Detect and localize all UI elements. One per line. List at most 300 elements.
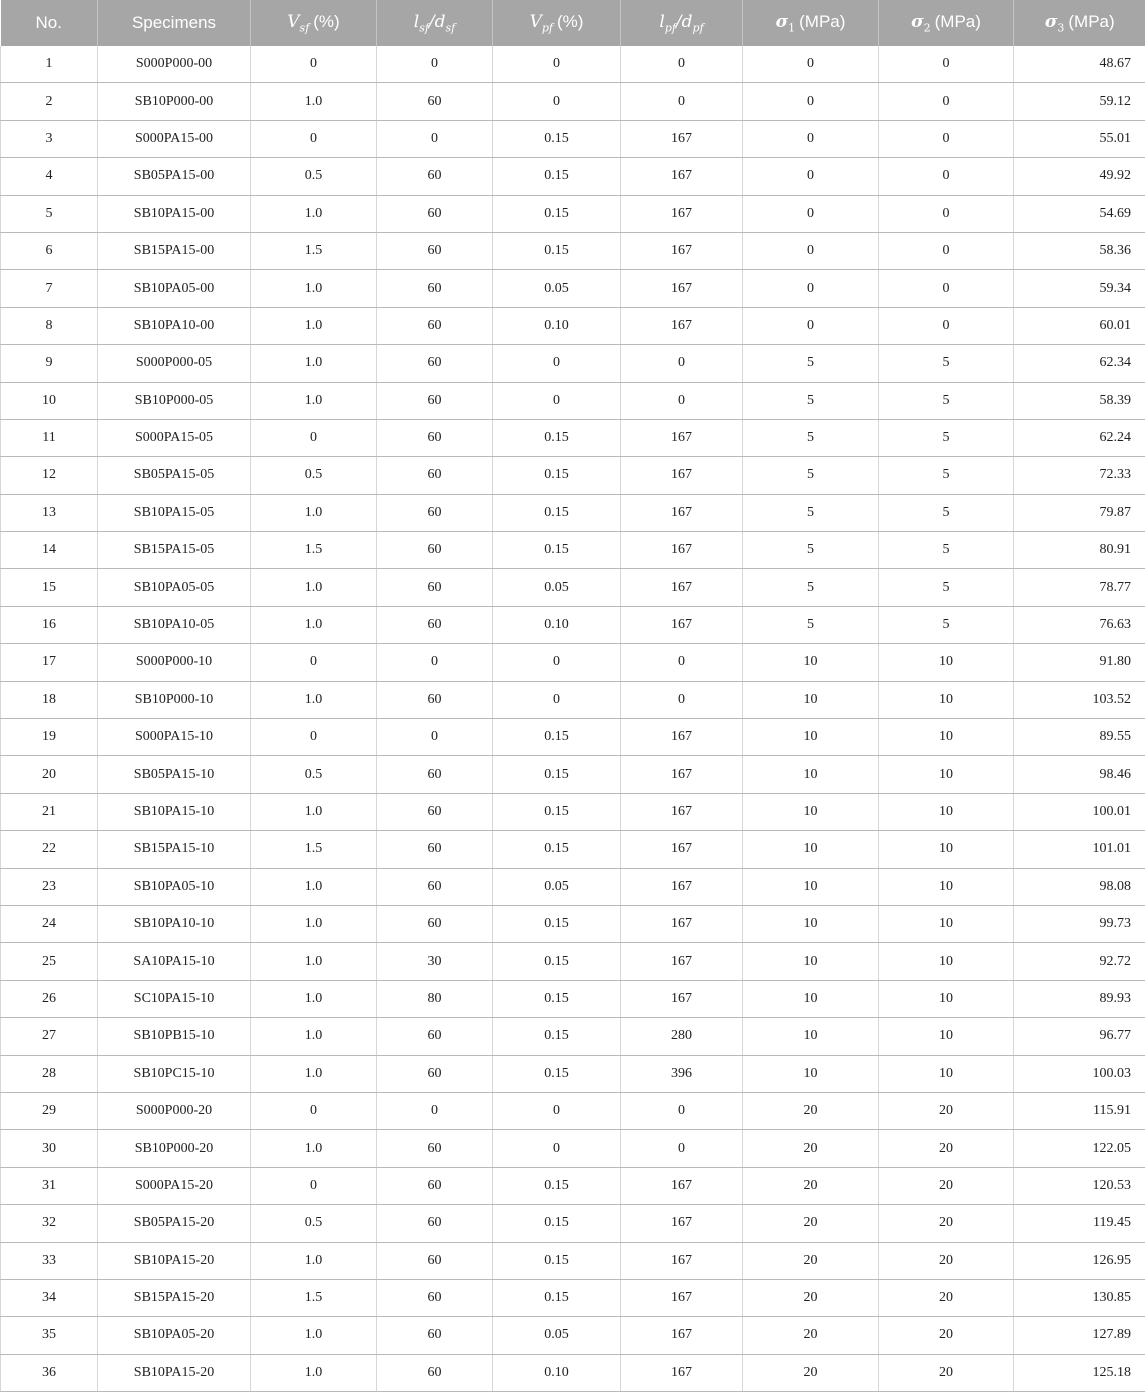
cell-vsf: 0.5 xyxy=(251,457,377,494)
cell-vpf: 0.15 xyxy=(493,719,621,756)
cell-sigma2: 0 xyxy=(879,46,1014,83)
cell-sigma1: 20 xyxy=(743,1205,879,1242)
cell-sigma1: 0 xyxy=(743,270,879,307)
cell-vsf: 1.5 xyxy=(251,532,377,569)
cell-specimen: SB10PC15-10 xyxy=(98,1055,251,1092)
cell-specimen: SB10PA05-05 xyxy=(98,569,251,606)
table-row xyxy=(1,232,1145,269)
cell-sigma3: 62.24 xyxy=(1014,419,1145,456)
cell-sigma3: 49.92 xyxy=(1014,158,1145,195)
cell-sigma2: 10 xyxy=(879,681,1014,718)
cell-lsf-dsf: 60 xyxy=(377,606,493,643)
cell-specimen: S000P000-00 xyxy=(98,46,251,83)
cell-specimen: SB10PA10-00 xyxy=(98,307,251,344)
cell-specimen: SB10PA10-05 xyxy=(98,606,251,643)
header-vpf: $V_{pf}$ (%) xyxy=(493,0,621,46)
cell-vsf: 1.0 xyxy=(251,1018,377,1055)
table-row xyxy=(1,345,1145,382)
cell-lsf-dsf: 60 xyxy=(377,681,493,718)
cell-vpf: 0 xyxy=(493,1092,621,1129)
cell-no: 29 xyxy=(1,1092,98,1129)
cell-lpf-dpf: 167 xyxy=(621,831,743,868)
cell-vpf: 0.15 xyxy=(493,1242,621,1279)
cell-sigma1: 10 xyxy=(743,943,879,980)
cell-vsf: 1.5 xyxy=(251,831,377,868)
cell-sigma1: 10 xyxy=(743,644,879,681)
cell-sigma2: 20 xyxy=(879,1242,1014,1279)
cell-specimen: S000PA15-10 xyxy=(98,719,251,756)
cell-sigma2: 10 xyxy=(879,644,1014,681)
cell-lsf-dsf: 0 xyxy=(377,120,493,157)
cell-specimen: SB10PB15-10 xyxy=(98,1018,251,1055)
cell-no: 10 xyxy=(1,382,98,419)
cell-vpf: 0.15 xyxy=(493,232,621,269)
table-row xyxy=(1,494,1145,531)
cell-sigma3: 79.87 xyxy=(1014,494,1145,531)
cell-lsf-dsf: 60 xyxy=(377,569,493,606)
cell-sigma3: 91.80 xyxy=(1014,644,1145,681)
cell-vsf: 1.0 xyxy=(251,83,377,120)
table-header xyxy=(1,0,1145,46)
header-specimens: Specimens xyxy=(98,0,251,46)
cell-lsf-dsf: 60 xyxy=(377,1279,493,1316)
cell-vsf: 1.5 xyxy=(251,1279,377,1316)
cell-vpf: 0.15 xyxy=(493,905,621,942)
cell-lpf-dpf: 167 xyxy=(621,532,743,569)
cell-sigma1: 10 xyxy=(743,1018,879,1055)
cell-sigma3: 100.03 xyxy=(1014,1055,1145,1092)
cell-sigma3: 126.95 xyxy=(1014,1242,1145,1279)
cell-sigma1: 10 xyxy=(743,868,879,905)
cell-no: 18 xyxy=(1,681,98,718)
cell-sigma1: 10 xyxy=(743,756,879,793)
cell-sigma2: 5 xyxy=(879,345,1014,382)
cell-sigma3: 55.01 xyxy=(1014,120,1145,157)
cell-sigma2: 10 xyxy=(879,905,1014,942)
cell-sigma2: 5 xyxy=(879,606,1014,643)
cell-vpf: 0 xyxy=(493,1130,621,1167)
cell-no: 19 xyxy=(1,719,98,756)
cell-sigma1: 5 xyxy=(743,569,879,606)
cell-lpf-dpf: 396 xyxy=(621,1055,743,1092)
cell-lpf-dpf: 0 xyxy=(621,345,743,382)
cell-sigma2: 10 xyxy=(879,868,1014,905)
cell-sigma1: 20 xyxy=(743,1092,879,1129)
cell-vpf: 0.15 xyxy=(493,195,621,232)
cell-sigma2: 10 xyxy=(879,756,1014,793)
table-row xyxy=(1,980,1145,1017)
cell-lpf-dpf: 167 xyxy=(621,793,743,830)
cell-vsf: 1.0 xyxy=(251,1317,377,1354)
cell-vpf: 0.15 xyxy=(493,943,621,980)
cell-sigma1: 20 xyxy=(743,1354,879,1391)
cell-specimen: SB10PA15-05 xyxy=(98,494,251,531)
cell-specimen: SB10P000-00 xyxy=(98,83,251,120)
cell-no: 12 xyxy=(1,457,98,494)
cell-sigma3: 54.69 xyxy=(1014,195,1145,232)
cell-lpf-dpf: 167 xyxy=(621,457,743,494)
cell-sigma2: 10 xyxy=(879,980,1014,1017)
cell-sigma2: 0 xyxy=(879,195,1014,232)
cell-sigma3: 58.36 xyxy=(1014,232,1145,269)
cell-sigma3: 122.05 xyxy=(1014,1130,1145,1167)
cell-no: 14 xyxy=(1,532,98,569)
cell-sigma3: 58.39 xyxy=(1014,382,1145,419)
cell-lpf-dpf: 167 xyxy=(621,719,743,756)
cell-lpf-dpf: 0 xyxy=(621,382,743,419)
cell-vsf: 1.0 xyxy=(251,307,377,344)
cell-lsf-dsf: 60 xyxy=(377,793,493,830)
cell-sigma1: 5 xyxy=(743,457,879,494)
header-sigma3: $\sigma_3$ (MPa) xyxy=(1014,0,1145,46)
table-row xyxy=(1,1130,1145,1167)
cell-sigma2: 10 xyxy=(879,831,1014,868)
cell-no: 28 xyxy=(1,1055,98,1092)
cell-no: 31 xyxy=(1,1167,98,1204)
header-no: No. xyxy=(1,0,98,46)
cell-lsf-dsf: 60 xyxy=(377,1205,493,1242)
cell-vpf: 0.10 xyxy=(493,606,621,643)
cell-sigma1: 0 xyxy=(743,46,879,83)
cell-sigma3: 89.55 xyxy=(1014,719,1145,756)
cell-vsf: 0 xyxy=(251,1092,377,1129)
cell-vpf: 0.15 xyxy=(493,980,621,1017)
cell-specimen: S000PA15-00 xyxy=(98,120,251,157)
cell-vpf: 0 xyxy=(493,345,621,382)
cell-lsf-dsf: 60 xyxy=(377,382,493,419)
cell-no: 15 xyxy=(1,569,98,606)
cell-sigma2: 20 xyxy=(879,1205,1014,1242)
table-row xyxy=(1,756,1145,793)
cell-sigma1: 5 xyxy=(743,606,879,643)
cell-specimen: SB15PA15-05 xyxy=(98,532,251,569)
cell-sigma1: 20 xyxy=(743,1317,879,1354)
cell-vsf: 0.5 xyxy=(251,158,377,195)
cell-vsf: 1.0 xyxy=(251,1242,377,1279)
cell-lsf-dsf: 60 xyxy=(377,532,493,569)
cell-specimen: SB10P000-10 xyxy=(98,681,251,718)
cell-sigma3: 80.91 xyxy=(1014,532,1145,569)
cell-lpf-dpf: 167 xyxy=(621,756,743,793)
cell-sigma1: 5 xyxy=(743,345,879,382)
cell-no: 1 xyxy=(1,46,98,83)
cell-lsf-dsf: 60 xyxy=(377,905,493,942)
cell-vpf: 0.15 xyxy=(493,1279,621,1316)
table-row xyxy=(1,943,1145,980)
header-row xyxy=(1,0,1145,46)
cell-vpf: 0.15 xyxy=(493,831,621,868)
cell-vsf: 1.0 xyxy=(251,494,377,531)
table-row xyxy=(1,905,1145,942)
cell-vpf: 0.15 xyxy=(493,793,621,830)
cell-lpf-dpf: 167 xyxy=(621,1167,743,1204)
cell-specimen: SB05PA15-00 xyxy=(98,158,251,195)
cell-lsf-dsf: 60 xyxy=(377,1055,493,1092)
cell-vsf: 1.0 xyxy=(251,980,377,1017)
cell-lsf-dsf: 60 xyxy=(377,1242,493,1279)
table-row xyxy=(1,644,1145,681)
cell-specimen: SA10PA15-10 xyxy=(98,943,251,980)
cell-specimen: SB10PA05-20 xyxy=(98,1317,251,1354)
header-vsf: $V_{sf}$ (%) xyxy=(251,0,377,46)
cell-vpf: 0.15 xyxy=(493,120,621,157)
cell-lsf-dsf: 60 xyxy=(377,1167,493,1204)
cell-vpf: 0.15 xyxy=(493,1018,621,1055)
cell-lpf-dpf: 167 xyxy=(621,943,743,980)
table-row xyxy=(1,1055,1145,1092)
cell-sigma2: 5 xyxy=(879,382,1014,419)
cell-no: 9 xyxy=(1,345,98,382)
cell-sigma2: 5 xyxy=(879,569,1014,606)
cell-vsf: 1.0 xyxy=(251,943,377,980)
cell-sigma3: 96.77 xyxy=(1014,1018,1145,1055)
cell-sigma2: 5 xyxy=(879,419,1014,456)
cell-no: 23 xyxy=(1,868,98,905)
table-row xyxy=(1,195,1145,232)
cell-sigma3: 127.89 xyxy=(1014,1317,1145,1354)
cell-lpf-dpf: 0 xyxy=(621,644,743,681)
cell-sigma3: 60.01 xyxy=(1014,307,1145,344)
cell-sigma1: 10 xyxy=(743,1055,879,1092)
cell-sigma1: 10 xyxy=(743,831,879,868)
cell-sigma3: 62.34 xyxy=(1014,345,1145,382)
cell-specimen: SB10PA15-00 xyxy=(98,195,251,232)
cell-lpf-dpf: 0 xyxy=(621,681,743,718)
cell-vsf: 1.0 xyxy=(251,345,377,382)
table-row xyxy=(1,270,1145,307)
cell-sigma2: 10 xyxy=(879,719,1014,756)
cell-sigma2: 0 xyxy=(879,232,1014,269)
cell-sigma2: 10 xyxy=(879,793,1014,830)
cell-sigma3: 103.52 xyxy=(1014,681,1145,718)
cell-lsf-dsf: 60 xyxy=(377,158,493,195)
cell-sigma2: 5 xyxy=(879,532,1014,569)
header-sigma2: $\sigma_2$ (MPa) xyxy=(879,0,1014,46)
cell-vpf: 0.15 xyxy=(493,1205,621,1242)
cell-sigma1: 10 xyxy=(743,719,879,756)
table-row xyxy=(1,1317,1145,1354)
table-row xyxy=(1,1354,1145,1391)
table-row xyxy=(1,1205,1145,1242)
cell-no: 26 xyxy=(1,980,98,1017)
table-row xyxy=(1,719,1145,756)
cell-vsf: 1.0 xyxy=(251,905,377,942)
table-row xyxy=(1,569,1145,606)
table-row xyxy=(1,1279,1145,1316)
cell-lsf-dsf: 60 xyxy=(377,83,493,120)
table-row xyxy=(1,681,1145,718)
cell-lpf-dpf: 167 xyxy=(621,1242,743,1279)
table-row xyxy=(1,419,1145,456)
cell-sigma2: 20 xyxy=(879,1279,1014,1316)
cell-specimen: S000P000-20 xyxy=(98,1092,251,1129)
table-row xyxy=(1,158,1145,195)
cell-vsf: 0 xyxy=(251,419,377,456)
header-lpf-dpf: $l_{pf}/d_{pf}$ xyxy=(621,0,743,46)
cell-specimen: S000P000-05 xyxy=(98,345,251,382)
cell-vpf: 0 xyxy=(493,681,621,718)
cell-lpf-dpf: 167 xyxy=(621,980,743,1017)
table-row xyxy=(1,307,1145,344)
cell-specimen: SB10PA15-20 xyxy=(98,1242,251,1279)
cell-specimen: SB10PA05-00 xyxy=(98,270,251,307)
cell-sigma1: 10 xyxy=(743,681,879,718)
cell-sigma1: 0 xyxy=(743,120,879,157)
cell-lpf-dpf: 0 xyxy=(621,46,743,83)
cell-specimen: SB10PA15-10 xyxy=(98,793,251,830)
cell-specimen: SB10P000-20 xyxy=(98,1130,251,1167)
cell-lsf-dsf: 60 xyxy=(377,756,493,793)
cell-lpf-dpf: 0 xyxy=(621,83,743,120)
cell-no: 27 xyxy=(1,1018,98,1055)
cell-lsf-dsf: 60 xyxy=(377,195,493,232)
cell-vpf: 0.10 xyxy=(493,307,621,344)
cell-vpf: 0.15 xyxy=(493,457,621,494)
cell-lsf-dsf: 60 xyxy=(377,270,493,307)
cell-lsf-dsf: 60 xyxy=(377,1317,493,1354)
cell-lsf-dsf: 80 xyxy=(377,980,493,1017)
table-row xyxy=(1,457,1145,494)
cell-lpf-dpf: 167 xyxy=(621,868,743,905)
cell-sigma3: 89.93 xyxy=(1014,980,1145,1017)
cell-sigma3: 59.34 xyxy=(1014,270,1145,307)
cell-sigma1: 10 xyxy=(743,980,879,1017)
cell-lsf-dsf: 60 xyxy=(377,307,493,344)
cell-specimen: S000P000-10 xyxy=(98,644,251,681)
cell-lpf-dpf: 167 xyxy=(621,905,743,942)
table-row xyxy=(1,1018,1145,1055)
cell-sigma3: 59.12 xyxy=(1014,83,1145,120)
cell-lpf-dpf: 167 xyxy=(621,270,743,307)
cell-sigma2: 20 xyxy=(879,1354,1014,1391)
cell-vsf: 0 xyxy=(251,46,377,83)
cell-vsf: 1.0 xyxy=(251,793,377,830)
cell-sigma2: 10 xyxy=(879,1018,1014,1055)
cell-lsf-dsf: 60 xyxy=(377,1354,493,1391)
cell-sigma2: 20 xyxy=(879,1167,1014,1204)
cell-specimen: SB15PA15-00 xyxy=(98,232,251,269)
cell-specimen: SB10PA15-20 xyxy=(98,1354,251,1391)
cell-vpf: 0.15 xyxy=(493,756,621,793)
cell-vpf: 0.15 xyxy=(493,158,621,195)
cell-sigma2: 0 xyxy=(879,158,1014,195)
cell-lsf-dsf: 0 xyxy=(377,46,493,83)
cell-specimen: SB10PA10-10 xyxy=(98,905,251,942)
cell-no: 6 xyxy=(1,232,98,269)
cell-lsf-dsf: 30 xyxy=(377,943,493,980)
cell-no: 22 xyxy=(1,831,98,868)
cell-sigma1: 5 xyxy=(743,494,879,531)
table-row xyxy=(1,793,1145,830)
cell-sigma3: 48.67 xyxy=(1014,46,1145,83)
cell-specimen: SB05PA15-05 xyxy=(98,457,251,494)
cell-vpf: 0.05 xyxy=(493,569,621,606)
cell-lsf-dsf: 60 xyxy=(377,419,493,456)
cell-sigma1: 20 xyxy=(743,1167,879,1204)
table-row xyxy=(1,382,1145,419)
cell-lsf-dsf: 0 xyxy=(377,719,493,756)
cell-lpf-dpf: 280 xyxy=(621,1018,743,1055)
cell-sigma2: 5 xyxy=(879,494,1014,531)
cell-sigma1: 5 xyxy=(743,419,879,456)
cell-sigma3: 72.33 xyxy=(1014,457,1145,494)
cell-sigma1: 20 xyxy=(743,1130,879,1167)
table-row xyxy=(1,868,1145,905)
cell-no: 11 xyxy=(1,419,98,456)
cell-lsf-dsf: 60 xyxy=(377,1130,493,1167)
cell-lsf-dsf: 60 xyxy=(377,345,493,382)
cell-sigma3: 98.46 xyxy=(1014,756,1145,793)
header-sigma1: $\sigma_1$ (MPa) xyxy=(743,0,879,46)
cell-sigma1: 0 xyxy=(743,232,879,269)
cell-vpf: 0.15 xyxy=(493,532,621,569)
cell-no: 17 xyxy=(1,644,98,681)
cell-specimen: S000PA15-05 xyxy=(98,419,251,456)
cell-no: 34 xyxy=(1,1279,98,1316)
cell-no: 2 xyxy=(1,83,98,120)
cell-vsf: 0 xyxy=(251,1167,377,1204)
cell-sigma2: 0 xyxy=(879,120,1014,157)
cell-sigma2: 0 xyxy=(879,83,1014,120)
cell-no: 4 xyxy=(1,158,98,195)
cell-sigma2: 0 xyxy=(879,270,1014,307)
cell-no: 8 xyxy=(1,307,98,344)
table-row xyxy=(1,831,1145,868)
cell-lsf-dsf: 60 xyxy=(377,868,493,905)
cell-lsf-dsf: 60 xyxy=(377,831,493,868)
cell-lpf-dpf: 167 xyxy=(621,1205,743,1242)
cell-vpf: 0.10 xyxy=(493,1354,621,1391)
table-row xyxy=(1,83,1145,120)
cell-sigma3: 76.63 xyxy=(1014,606,1145,643)
cell-lpf-dpf: 167 xyxy=(621,1317,743,1354)
table-row xyxy=(1,120,1145,157)
cell-vpf: 0 xyxy=(493,644,621,681)
cell-sigma3: 99.73 xyxy=(1014,905,1145,942)
cell-lsf-dsf: 60 xyxy=(377,457,493,494)
cell-sigma3: 92.72 xyxy=(1014,943,1145,980)
cell-no: 36 xyxy=(1,1354,98,1391)
cell-sigma1: 5 xyxy=(743,382,879,419)
header-lsf-dsf: $l_{sf}/d_{sf}$ xyxy=(377,0,493,46)
cell-lsf-dsf: 60 xyxy=(377,1018,493,1055)
cell-vsf: 0 xyxy=(251,120,377,157)
cell-sigma3: 78.77 xyxy=(1014,569,1145,606)
cell-vsf: 0 xyxy=(251,644,377,681)
cell-vpf: 0.05 xyxy=(493,1317,621,1354)
cell-vpf: 0.15 xyxy=(493,419,621,456)
cell-specimen: S000PA15-20 xyxy=(98,1167,251,1204)
cell-no: 5 xyxy=(1,195,98,232)
cell-lsf-dsf: 60 xyxy=(377,232,493,269)
table-row xyxy=(1,532,1145,569)
cell-vsf: 1.0 xyxy=(251,270,377,307)
cell-no: 16 xyxy=(1,606,98,643)
cell-vsf: 0.5 xyxy=(251,756,377,793)
cell-no: 7 xyxy=(1,270,98,307)
cell-sigma3: 115.91 xyxy=(1014,1092,1145,1129)
cell-vsf: 1.0 xyxy=(251,382,377,419)
cell-vsf: 1.0 xyxy=(251,1130,377,1167)
cell-no: 33 xyxy=(1,1242,98,1279)
cell-lpf-dpf: 167 xyxy=(621,158,743,195)
cell-sigma3: 100.01 xyxy=(1014,793,1145,830)
cell-no: 13 xyxy=(1,494,98,531)
table-row xyxy=(1,1092,1145,1129)
cell-lpf-dpf: 167 xyxy=(621,120,743,157)
cell-sigma2: 20 xyxy=(879,1092,1014,1129)
cell-vpf: 0 xyxy=(493,46,621,83)
